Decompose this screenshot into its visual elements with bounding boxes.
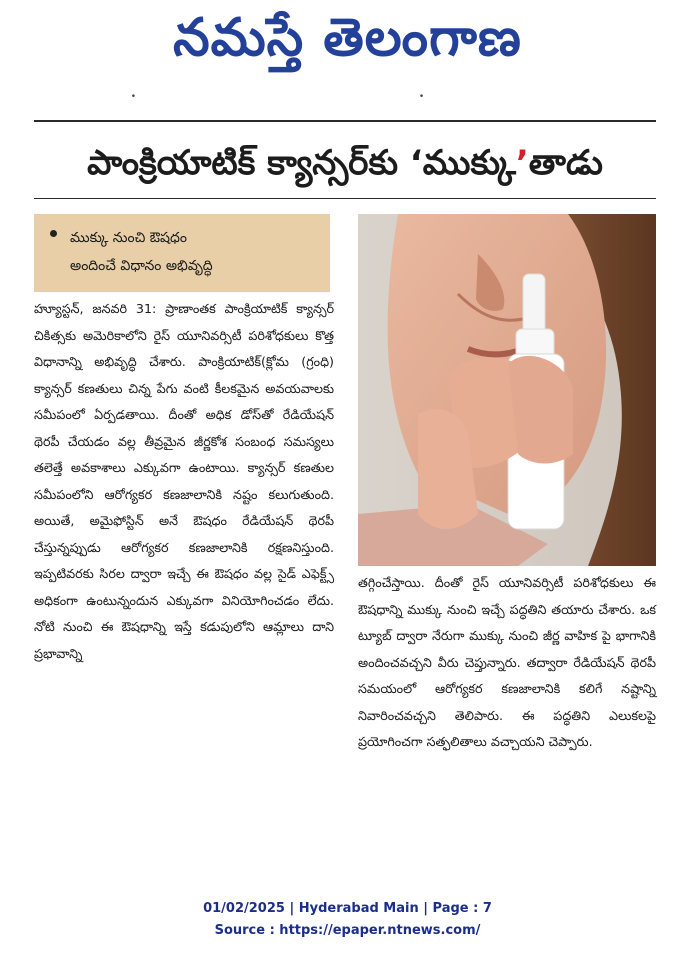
footer-source-link[interactable]: Source : https://epaper.ntnews.com/: [214, 923, 481, 938]
headline-part-2: తాడు: [528, 143, 603, 183]
page-footer: [0, 898, 695, 942]
headline-accent: ’: [515, 143, 529, 183]
masthead: [0, 6, 695, 70]
top-rule: [34, 120, 656, 122]
headline-part-1: పాంక్రియాటిక్ క్యాన్సర్‌కు ‘ముక్కు: [87, 143, 516, 183]
article-text-col1: హ్యూస్టన్, జనవరి 31: ప్రాణాంతక పాంక్రియాటిక్ క్యాన్సర్ చికిత్సకు అమెరికాలోని రైస్ యూనివర్సిటీ పరిశోధకులు కొత్త విధానాన్ని అభివృద్ధి చేశారు. పాంక్రియాటిక్(క్లోమ (గ్రంధి) క్యాన్సర్ కణతులు చిన్న పేగు వంటి కీలకమైన అవయవాలకు సమీపంలో ఏర్పడతాయి. దీంతో అధిక డోస్‌తో రేడియేషన్ థెరపీ చేయడం వల్ల తీవ్రమైన జీర్ణకోశ సంబంధ సమస్యలు తలెత్తే అవకాశాలు ఎక్కువగా ఉంటాయి. క్యాన్సర్ కణతుల సమీపంలోని ఆరోగ్యకర కణజాలానికి నష్టం కలుగుతుంది. అయితే, అమైఫోస్టిన్ అనే ఔషధం రేడియేషన్ థెరపీ చేస్తున్నప్పుడు ఆరోగ్యకర కణజాలానికి రక్షణనిస్తుంది. ఇప్పటివరకు సిరల ద్వారా ఇచ్చే ఈ ఔషధం వల్ల సైడ్ ఎఫెక్ట్స్ అధికంగా ఉంటున్నందున ఎక్కువగా వినియోగించడం లేదు. నోటి నుంచి ఈ ఔషధాన్ని ఇస్తే కడుపులోని ఆమ్లాలు దాని ప్రభావాన్ని: [34, 301, 334, 661]
subhead-line-1: ముక్కు నుంచి ఔషధం: [70, 230, 187, 246]
article-column-2: [358, 570, 656, 756]
bullet-icon: [50, 230, 57, 237]
footer-edition-info: 01/02/2025 | Hyderabad Main | Page : 7: [203, 901, 492, 916]
headline-rule: [34, 198, 656, 199]
nasal-spray-photo: [358, 214, 656, 566]
nasal-spray-illustration: [358, 214, 656, 566]
article-text-col2: తగ్గించేస్తాయి. దీంతో రైస్ యూనివర్సిటీ పరిశోధకులు ఈ ఔషధాన్ని ముక్కు నుంచి ఇచ్చే పద్ధతిని తయారు చేశారు. ఒక ట్యూబ్ ద్వారా నేరుగా ముక్కు నుంచి జీర్ణ వాహిక పై భాగానికి అందించవచ్చని వీరు చెప్తున్నారు. తద్వారా రేడియేషన్ థెరపీ సమయంలో ఆరోగ్యకర కణజాలానికి కలిగే నష్టాన్ని నివారించవచ్చని తెలిపారు. ఈ పద్ధతిని ఎలుకలపై ప్రయోగించగా సత్ఫలితాలు వచ్చాయని చెప్పారు.: [358, 575, 656, 749]
subhead-line-2: అందించే విధానం అభివృద్ధి: [70, 258, 213, 274]
masthead-subtitle: • •: [130, 92, 565, 102]
subheading-box: [34, 214, 330, 292]
newspaper-logo: నమస్తే తెలంగాణ: [173, 8, 522, 68]
article-column-1: [34, 296, 334, 667]
article-headline: [34, 135, 656, 191]
